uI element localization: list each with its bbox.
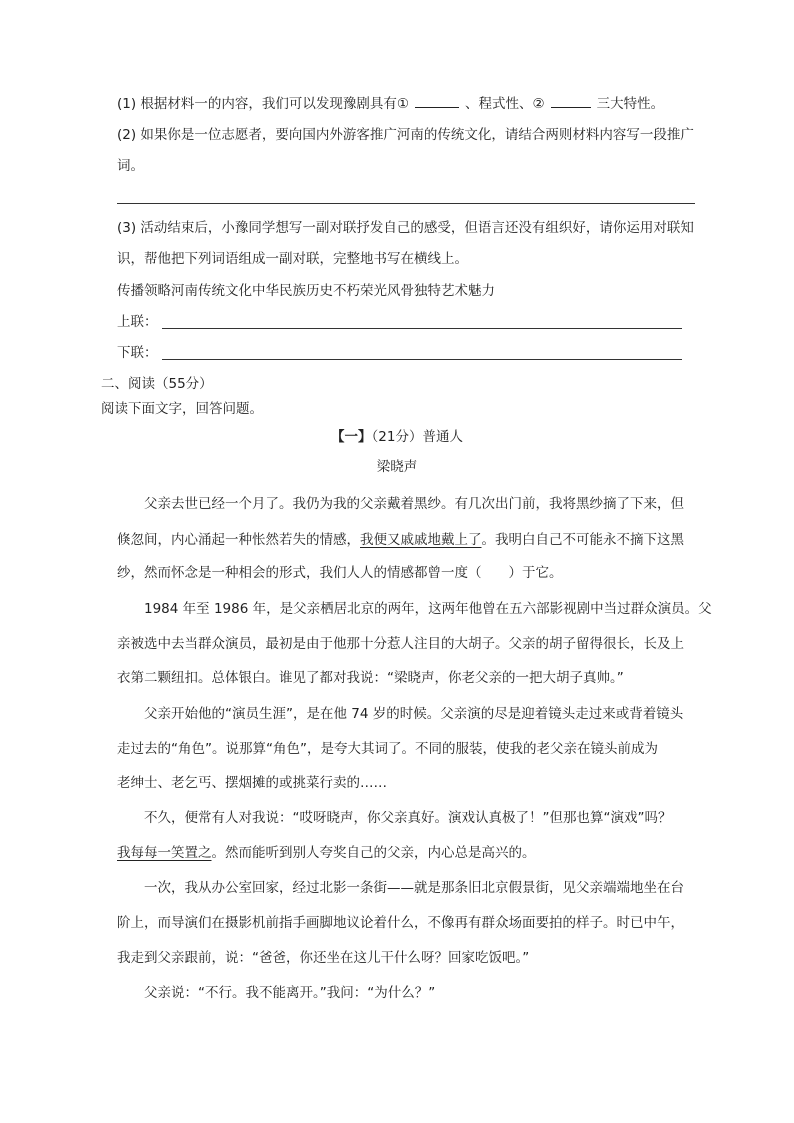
- question-3-line-2: 识，帮他把下列词语组成一副对联，完整地书写在横线上。: [117, 251, 468, 267]
- section-2-heading: 二、阅读（55分）: [101, 376, 213, 392]
- p1-line-2-text-b: 。我明白自己不可能永不摘下这黑: [481, 532, 684, 548]
- article-title: [0, 428, 794, 446]
- p2-line-2: 亲被选中去当群众演员，最初是由于他那十分惹人注目的大胡子。父亲的胡子留得很长，长及上: [117, 636, 684, 652]
- p4-underlined-sentence: 我每每一笑置之: [117, 845, 212, 861]
- couplet-words: 传播领略河南传统文化中华民族历史不朽荣光风骨独特艺术魅力: [117, 283, 495, 299]
- q1-prefix: (1) 根据材料一的内容，我们可以发现豫剧具有①: [117, 96, 410, 112]
- p5-line-2: 阶上，而导演们在摄影机前指手画脚地议论着什么，不像再有群众场面要拍的样子。时已中午，: [117, 915, 684, 931]
- lower-couplet-label: 下联：: [117, 345, 158, 361]
- p2-line-3: 衣第二颗纽扣。总体银白。谁见了都对我说：“梁晓声，你老父亲的一把大胡子真帅。”: [117, 670, 624, 686]
- p2-line-1: 1984 年至 1986 年，是父亲栖居北京的两年，这两年他曾在五六部影视剧中当过群众演员。父: [144, 601, 712, 617]
- article-author: 梁晓声: [376, 459, 418, 475]
- lower-couplet-line[interactable]: [162, 359, 682, 360]
- p3-line-2: 走过去的“角色”。说那算“角色”，是夸大其词了。不同的服装，使我的老父亲在镜头前成为: [117, 741, 658, 757]
- p1-underlined-sentence: 我便又戚戚地戴上了: [360, 532, 482, 548]
- p6-line-1: 父亲说：“不行。我不能离开。”我问：“为什么？”: [144, 985, 436, 1001]
- p3-line-3: 老绅士、老乞丐、摆烟摊的或挑菜行卖的……: [117, 775, 387, 791]
- title-rest: （21分）普通人: [371, 429, 463, 445]
- q1-blank-1[interactable]: [415, 94, 459, 108]
- p4-line-2: [117, 844, 536, 862]
- question-2-line-1: (2) 如果你是一位志愿者，要向国内外游客推广河南的传统文化，请结合两则材料内容写一段推广: [117, 127, 694, 143]
- p5-line-3: 我走到父亲跟前，说：“爸爸，你还坐在这儿干什么呀？回家吃饭吧。”: [117, 950, 530, 966]
- p4-line-2-text: 。然而能听到别人夸奖自己的父亲，内心总是高兴的。: [211, 845, 536, 861]
- question-2-line-2: 词。: [117, 158, 144, 174]
- section-2-instruction: 阅读下面文字，回答问题。: [101, 401, 263, 417]
- p1-line-2: [117, 531, 684, 549]
- upper-couplet-label: 上联：: [117, 314, 158, 330]
- p1-line-3: 纱，然而怀念是一种相会的形式，我们人人的情感都曾一度（ ）于它。: [117, 565, 563, 581]
- upper-couplet-line[interactable]: [162, 328, 682, 329]
- question-1: [117, 94, 664, 113]
- p3-line-1: 父亲开始他的“演员生涯”，是在他 74 岁的时候。父亲演的尽是迎着镜头走过来或背着镜头: [144, 706, 684, 722]
- question-3-line-1: (3) 活动结束后，小豫同学想写一副对联抒发自己的感受，但语言还没有组织好，请你运用对联知: [117, 220, 694, 236]
- q2-answer-line[interactable]: [117, 203, 695, 204]
- q1-suffix: 三大特性。: [596, 96, 665, 112]
- p4-line-1: 不久，便常有人对我说：“哎呀晓声，你父亲真好。演戏认真极了！”但那也算“演戏”吗？: [144, 810, 672, 826]
- p5-line-1: 一次，我从办公室回家，经过北影一条街——就是那条旧北京假景街，见父亲端端地坐在台: [144, 880, 684, 896]
- q1-blank-2[interactable]: [551, 94, 591, 108]
- p1-line-1: 父亲去世已经一个月了。我仍为我的父亲戴着黑纱。有几次出门前，我将黑纱摘了下来，但: [144, 496, 684, 512]
- q1-middle: 、程式性、②: [465, 96, 545, 112]
- p1-line-2-text-a: 倏忽间，内心涌起一种怅然若失的情感，: [117, 532, 360, 548]
- title-bracket: 【一】: [331, 429, 372, 445]
